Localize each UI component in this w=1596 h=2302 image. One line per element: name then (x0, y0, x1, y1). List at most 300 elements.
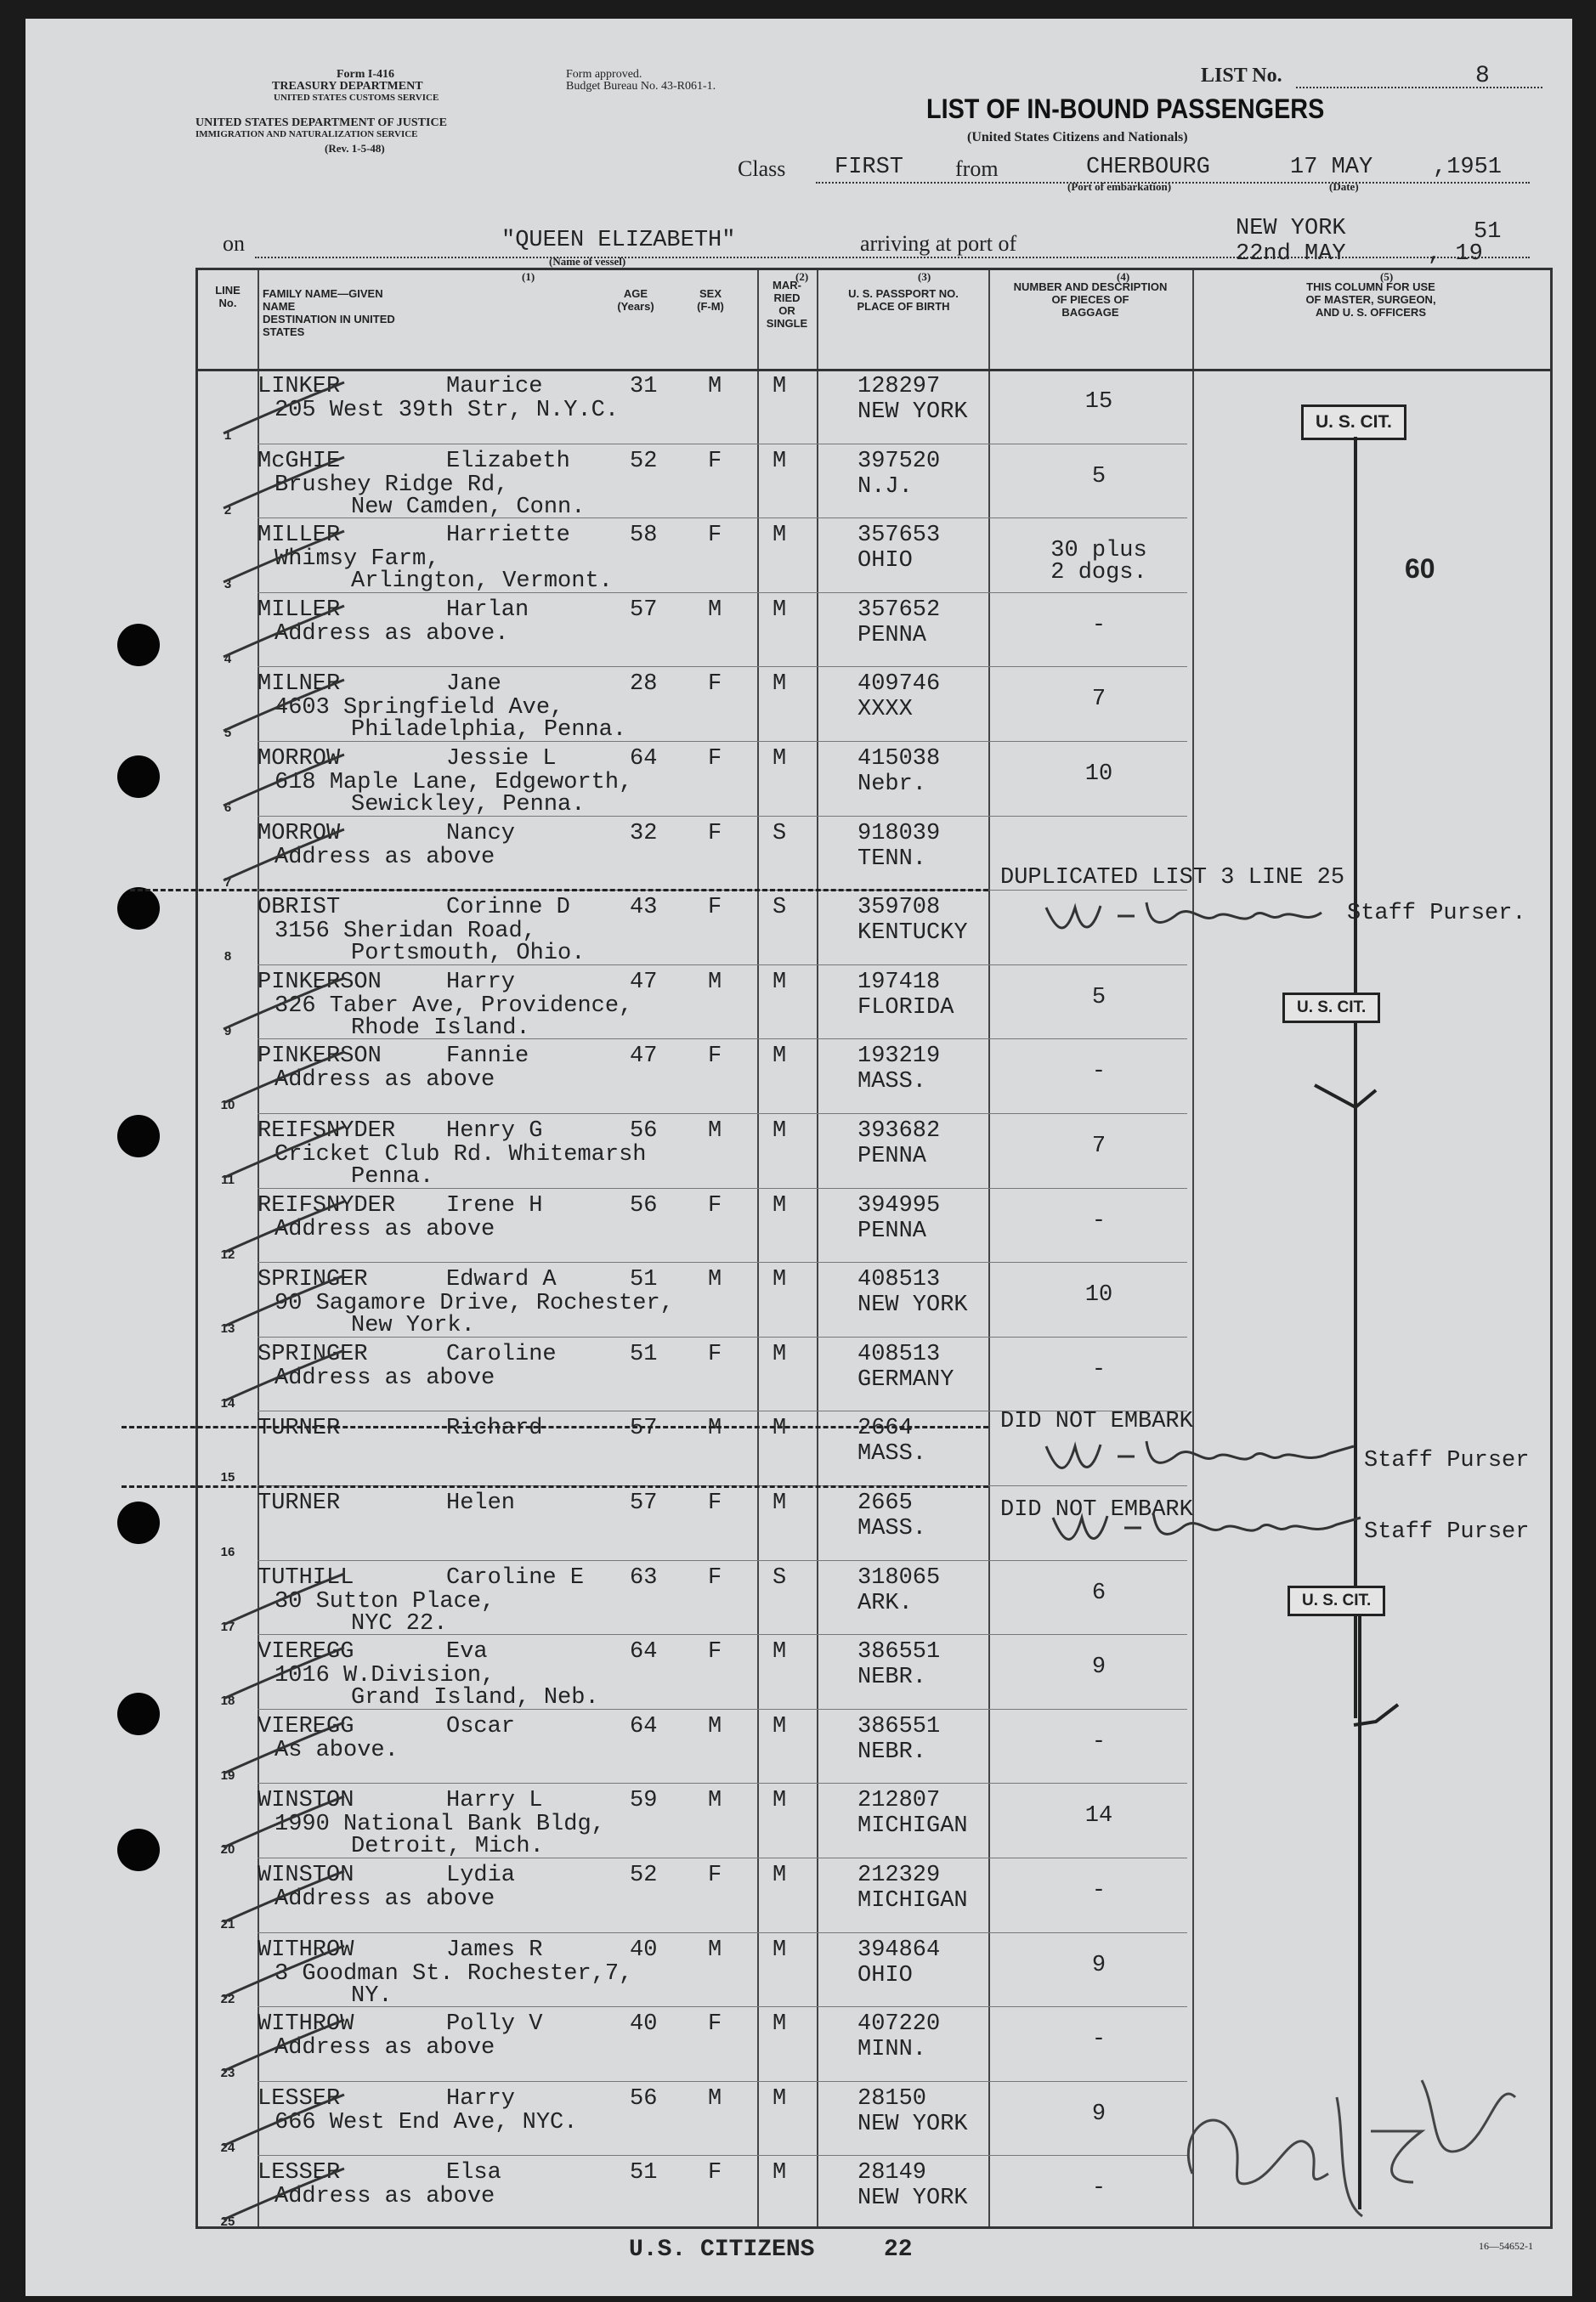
baggage: - (1091, 1059, 1106, 1085)
family-name: MILLER (258, 597, 341, 623)
check-tick-mark (220, 1791, 348, 1851)
place-of-birth: NEW YORK (857, 1292, 968, 1319)
immigration-service: IMMIGRATION AND NATURALIZATION SERVICE (195, 129, 418, 139)
baggage: - (1091, 1878, 1106, 1903)
age: 52 (630, 1863, 658, 1888)
passport-number: 357652 (857, 597, 941, 623)
given-name: Fannie (446, 1044, 529, 1070)
given-name: Jane (446, 671, 501, 698)
baggage-note: 2 dogs. (1050, 560, 1147, 586)
sex: F (708, 1044, 722, 1070)
check-tick-mark (220, 1717, 348, 1777)
place-of-birth: MINN. (857, 2037, 927, 2063)
address-line-1: Address as above (274, 1886, 495, 1912)
check-tick-mark (220, 1196, 348, 1256)
passport-number: 407220 (857, 2011, 941, 2038)
marital-status: M (773, 1118, 787, 1144)
arrival-year-prefix: , 19 (1428, 241, 1483, 267)
on-label: on (223, 231, 245, 256)
address-line-1: Brushey Ridge Rd, (274, 472, 509, 498)
given-name: Caroline (446, 1341, 557, 1367)
marital-status: M (773, 1639, 787, 1666)
given-name: Jessie L (446, 746, 557, 772)
address-line-2: Portsmouth, Ohio. (351, 941, 586, 967)
passport-number: 2664 (857, 1416, 913, 1442)
given-name: Irene H (446, 1192, 543, 1219)
marital-status: M (773, 1788, 787, 1814)
family-name: WITHROW (258, 1937, 354, 1963)
arrival-date: 22nd MAY (1236, 241, 1346, 267)
form-approved: Form approved. (566, 68, 642, 81)
baggage: - (1091, 2027, 1106, 2053)
passport-number: 28150 (857, 2085, 927, 2112)
marital-status: S (773, 895, 787, 921)
given-name: James R (446, 1937, 543, 1963)
family-name: MORROW (258, 746, 341, 772)
list-number-label: LIST No. (1201, 65, 1282, 87)
address-line-2: Arlington, Vermont. (351, 568, 613, 595)
age: 57 (630, 1490, 658, 1516)
passport-number: 394864 (857, 1937, 941, 1963)
address-line-1: Address as above (274, 1067, 495, 1094)
passport-number: 386551 (857, 1713, 941, 1739)
given-name: Lydia (446, 1863, 516, 1888)
baggage: 10 (1084, 761, 1113, 787)
age: 51 (630, 1341, 658, 1367)
age: 57 (630, 597, 658, 623)
list-title: LIST OF IN-BOUND PASSENGERS (926, 93, 1325, 124)
us-citizens-count: 22 (884, 2237, 913, 2263)
baggage: 30 plus (1050, 538, 1147, 564)
marital-status: M (773, 597, 787, 623)
line-number: 22 (220, 1991, 235, 2006)
place-of-birth: MICHIGAN (857, 1888, 968, 1914)
given-name: Helen (446, 1490, 516, 1516)
place-of-birth: MASS. (857, 1069, 927, 1095)
date-note: (Date) (1329, 180, 1359, 193)
marital-status: M (773, 374, 787, 399)
sex: F (708, 746, 722, 772)
punch-hole (117, 1502, 160, 1544)
age: 28 (630, 671, 658, 698)
family-name: MILNER (258, 671, 341, 698)
embarkation-port-note: (Port of embarkation) (1067, 180, 1172, 193)
age: 58 (630, 523, 658, 549)
class-underline (816, 182, 1530, 184)
line-number: 16 (220, 1545, 235, 1559)
print-code: 16—54652-1 (1479, 2240, 1533, 2252)
address-line-2: Detroit, Mich. (351, 1834, 544, 1860)
address-line-1: Address as above. (274, 620, 509, 647)
baggage: - (1091, 612, 1106, 638)
family-name: REIFSNYDER (258, 1192, 396, 1219)
sex: M (708, 1713, 722, 1739)
address-line-1: Address as above (274, 844, 495, 870)
did-not-embark-note: DID NOT EMBARK (1000, 1409, 1193, 1434)
line-number: 20 (220, 1842, 235, 1858)
passport-number: 28149 (857, 2160, 927, 2186)
check-tick-mark (220, 1643, 348, 1702)
baggage: - (1091, 1728, 1106, 1755)
given-name: Caroline E (446, 1564, 585, 1591)
bracket-hook-1 (1311, 1082, 1379, 1116)
line-number: 17 (220, 1619, 235, 1634)
sex: F (708, 523, 722, 549)
address-line-2: Sewickley, Penna. (351, 792, 586, 817)
address-line-2: Philadelphia, Penna. (351, 717, 627, 744)
baggage: 10 (1084, 1282, 1113, 1309)
family-name: LINKER (258, 374, 341, 399)
arrival-port: NEW YORK (1236, 216, 1346, 241)
marital-status: M (773, 1044, 787, 1070)
family-name: SPRINGER (258, 1341, 368, 1367)
family-name: VIEREGG (258, 1639, 354, 1666)
sex: M (708, 1118, 722, 1144)
address-line-1: 3156 Sheridan Road, (274, 919, 536, 945)
address-line-2: Penna. (351, 1164, 434, 1190)
us-citizen-stamp: U. S. CIT. (1282, 993, 1380, 1023)
table-row (198, 1338, 1549, 1413)
check-tick-mark (220, 2163, 348, 2223)
age: 64 (630, 1639, 658, 1666)
table-row (198, 445, 1549, 520)
passport-number: 408513 (857, 1267, 941, 1293)
address-line-2: Rhode Island. (351, 1015, 530, 1041)
place-of-birth: TENN. (857, 846, 927, 872)
line-number: 11 (221, 1173, 235, 1187)
staff-purser-label: Staff Purser. (1347, 901, 1526, 926)
age: 51 (630, 2160, 658, 2186)
age: 47 (630, 969, 658, 995)
line-number: 23 (220, 2066, 235, 2081)
sex: M (708, 2085, 722, 2112)
check-tick-mark (220, 1122, 348, 1181)
list-number-underline (1296, 87, 1542, 88)
table-row (198, 1190, 1549, 1264)
sex: F (708, 671, 722, 698)
passport-number: 2665 (857, 1490, 913, 1516)
address-line-2: New Camden, Conn. (351, 494, 586, 520)
age: 40 (630, 2011, 658, 2038)
given-name: Harry (446, 2085, 516, 2112)
line-number: 21 (220, 1917, 235, 1932)
place-of-birth: OHIO (857, 548, 913, 574)
marital-status: M (773, 2160, 787, 2186)
given-name: Oscar (446, 1713, 516, 1739)
sex: F (708, 2160, 722, 2186)
family-name: MORROW (258, 820, 341, 846)
did-not-embark-note: DID NOT EMBARK (1000, 1497, 1193, 1523)
family-name: VIEREGG (258, 1713, 354, 1739)
address-line-1: 90 Sagamore Drive, Rochester, (274, 1291, 674, 1317)
header-married: MAR- RIED OR SINGLE (766, 279, 808, 330)
marital-status: M (773, 2085, 787, 2112)
staff-purser-label: Staff Purser (1364, 1519, 1530, 1545)
family-name: LESSER (258, 2160, 341, 2186)
place-of-birth: NEBR. (857, 1665, 927, 1691)
age: 56 (630, 1118, 658, 1144)
age: 47 (630, 1044, 658, 1070)
family-name: SPRINGER (258, 1267, 368, 1293)
header-line-no: LINE No. (215, 284, 241, 309)
place-of-birth: NEW YORK (857, 399, 968, 425)
marital-status: M (773, 1863, 787, 1888)
class-value: FIRST (835, 155, 904, 180)
column-marker: (3) (918, 270, 931, 283)
header-baggage: NUMBER AND DESCRIPTION OF PIECES OF BAGGAGE (1013, 280, 1168, 319)
baggage: 9 (1091, 1952, 1106, 1978)
place-of-birth: PENNA (857, 622, 927, 648)
baggage: 7 (1091, 1134, 1106, 1159)
passport-number: 212807 (857, 1788, 941, 1814)
table-row (198, 1859, 1549, 1934)
place-of-birth: Nebr. (857, 772, 927, 797)
check-tick-mark (220, 1866, 348, 1926)
address-line-1: 1016 W.Division, (274, 1663, 495, 1689)
table-row (198, 1115, 1549, 1190)
table-row (198, 1934, 1549, 2009)
sex: F (708, 1863, 722, 1888)
address-line-2: New York. (351, 1313, 475, 1339)
sex: F (708, 895, 722, 921)
sex: M (708, 1788, 722, 1814)
us-citizen-stamp: U. S. CIT. (1288, 1586, 1385, 1616)
baggage: 15 (1084, 389, 1113, 415)
table-row (198, 1264, 1549, 1338)
check-tick-mark (220, 377, 348, 437)
column-marker: (1) (522, 270, 535, 283)
check-tick-mark (220, 2090, 348, 2149)
family-name: WINSTON (258, 1788, 354, 1814)
family-name: McGHIE (258, 448, 341, 474)
punch-hole (117, 887, 160, 930)
family-name: PINKERSON (258, 1044, 382, 1070)
on-underline (255, 257, 1530, 258)
punch-hole (117, 1829, 160, 1871)
place-of-birth: FLORIDA (857, 994, 954, 1021)
address-line-1: Address as above (274, 1365, 495, 1391)
marital-status: M (773, 1416, 787, 1442)
baggage: 9 (1091, 2101, 1106, 2127)
line-number: 10 (220, 1098, 235, 1113)
sex: F (708, 1341, 722, 1367)
age: 32 (630, 820, 658, 846)
table-row (198, 817, 1549, 892)
line-number: 13 (220, 1321, 235, 1337)
address-line-1: Address as above (274, 2184, 495, 2210)
line-number: 9 (224, 1023, 232, 1038)
marital-status: M (773, 1192, 787, 1219)
family-name: PINKERSON (258, 969, 382, 995)
us-citizens-label: U.S. CITIZENS (629, 2237, 815, 2263)
address-line-1: 618 Maple Lane, Edgeworth, (274, 770, 633, 795)
line-number: 8 (224, 949, 232, 964)
baggage: - (1091, 1356, 1106, 1383)
passport-number: 212329 (857, 1863, 941, 1888)
department-of-justice: UNITED STATES DEPARTMENT OF JUSTICE (195, 116, 447, 129)
header-name: FAMILY NAME—GIVEN NAME DESTINATION IN UNITED STATES (263, 287, 395, 338)
passenger-table (195, 268, 1553, 2229)
passport-number: 193219 (857, 1044, 941, 1070)
place-of-birth: MASS. (857, 1516, 927, 1541)
check-tick-mark (220, 749, 348, 809)
line-number: 7 (224, 874, 232, 890)
family-name: LESSER (258, 2085, 341, 2112)
baggage: 5 (1091, 984, 1106, 1010)
line-number: 15 (220, 1470, 235, 1485)
header-officers: THIS COLUMN FOR USE OF MASTER, SURGEON, AND U. S. OFFICERS (1305, 280, 1436, 319)
given-name: Harry (446, 969, 516, 995)
marital-status: M (773, 448, 787, 474)
cancelled-row-strike (122, 1485, 988, 1490)
passport-number: 386551 (857, 1639, 941, 1666)
vessel-name: "QUEEN ELIZABETH" (501, 228, 736, 253)
given-name: Harry L (446, 1788, 543, 1814)
sex: M (708, 1416, 722, 1442)
handwritten-60: 60 (1405, 553, 1435, 584)
sex: F (708, 1639, 722, 1666)
column-marker: (5) (1380, 270, 1394, 283)
sex: M (708, 597, 722, 623)
purser-signature (1041, 1431, 1364, 1482)
column-marker: (2) (795, 270, 809, 283)
place-of-birth: XXXX (857, 697, 913, 723)
line-number: 24 (220, 2140, 235, 2155)
place-of-birth: N.J. (857, 473, 913, 500)
marital-status: M (773, 746, 787, 772)
marital-status: M (773, 969, 787, 995)
punch-hole (117, 755, 160, 798)
age: 56 (630, 1192, 658, 1219)
embarkation-port: CHERBOURG (1086, 155, 1210, 180)
place-of-birth: OHIO (857, 1962, 913, 1988)
check-tick-mark (220, 452, 348, 512)
line-number: 2 (224, 502, 232, 518)
given-name: Maurice (446, 374, 543, 399)
us-citizen-stamp: U. S. CIT. (1301, 404, 1406, 440)
age: 43 (630, 895, 658, 921)
given-name: Henry G (446, 1118, 543, 1144)
address-line-1: 326 Taber Ave, Providence, (274, 993, 633, 1019)
address-line-1: Cricket Club Rd. Whitemarsh (274, 1142, 647, 1168)
age: 64 (630, 746, 658, 772)
passport-number: 397520 (857, 448, 941, 474)
address-line-1: Whimsy Farm, (274, 546, 440, 573)
age: 59 (630, 1788, 658, 1814)
line-number: 19 (220, 1768, 235, 1783)
family-name: TURNER (258, 1490, 341, 1516)
sex: F (708, 1490, 722, 1516)
address-line-1: 1990 National Bank Bldg, (274, 1812, 605, 1838)
address-line-1: 205 West 39th Str, N.Y.C. (274, 398, 620, 423)
passport-number: 393682 (857, 1118, 941, 1144)
customs-service: UNITED STATES CUSTOMS SERVICE (274, 93, 439, 103)
age: 64 (630, 1713, 658, 1739)
address-line-2: Grand Island, Neb. (351, 1685, 599, 1711)
age: 57 (630, 1416, 658, 1442)
table-row (198, 668, 1549, 743)
passport-number: 415038 (857, 746, 941, 772)
budget-bureau: Budget Bureau No. 43-R061-1. (566, 80, 716, 93)
header-age: AGE (Years) (617, 287, 654, 313)
check-tick-mark (220, 601, 348, 660)
given-name: Elsa (446, 2160, 501, 2186)
check-tick-mark (220, 824, 348, 884)
marital-status: M (773, 1937, 787, 1963)
table-row (198, 519, 1549, 594)
sex: M (708, 969, 722, 995)
header-sex: SEX (F-M) (697, 287, 724, 313)
sex: F (708, 820, 722, 846)
age: 51 (630, 1267, 658, 1293)
passport-number: 197418 (857, 969, 941, 995)
check-tick-mark (220, 1941, 348, 2000)
marital-status: S (773, 1564, 787, 1591)
sex: M (708, 374, 722, 399)
check-tick-mark (220, 1569, 348, 1628)
vessel-name-note: (Name of vessel) (549, 255, 626, 268)
baggage: - (1091, 2175, 1106, 2202)
place-of-birth: ARK. (857, 1590, 913, 1616)
place-of-birth: PENNA (857, 1144, 927, 1169)
table-row (198, 1711, 1549, 1785)
passport-number: 408513 (857, 1341, 941, 1367)
column-marker: (4) (1117, 270, 1130, 283)
place-of-birth: MICHIGAN (857, 1813, 968, 1840)
line-number: 6 (224, 800, 232, 815)
punch-hole (117, 1693, 160, 1735)
inspector-signature (1167, 2046, 1524, 2225)
form-number: Form I-416 (337, 68, 395, 81)
header-passport: U. S. PASSPORT NO. PLACE OF BIRTH (848, 287, 959, 313)
line-number: 12 (220, 1247, 235, 1262)
sex: F (708, 2011, 722, 2038)
list-number-value: 8 (1475, 63, 1490, 89)
cancelled-row-strike (130, 889, 988, 893)
check-tick-mark (220, 973, 348, 1032)
address-line-1: 666 West End Ave, NYC. (274, 2109, 578, 2135)
passport-number: 318065 (857, 1564, 941, 1591)
age: 31 (630, 374, 658, 399)
from-label: from (955, 156, 999, 181)
address-line-1: Address as above (274, 2035, 495, 2062)
passport-number: 357653 (857, 523, 941, 549)
baggage: 14 (1084, 1803, 1113, 1830)
place-of-birth: PENNA (857, 1218, 927, 1244)
address-line-1: Address as above (274, 1216, 495, 1242)
check-tick-mark (220, 526, 348, 585)
given-name: Nancy (446, 820, 516, 846)
cancelled-row-strike (122, 1426, 988, 1430)
line-number: 25 (220, 2214, 235, 2230)
age: 56 (630, 2085, 658, 2112)
address-line-1: 3 Goodman St. Rochester,7, (274, 1960, 633, 1987)
class-label: Class (738, 156, 786, 181)
family-name: TURNER (258, 1416, 341, 1442)
marital-status: M (773, 2011, 787, 2038)
duplicated-note: DUPLICATED LIST 3 LINE 25 (1000, 865, 1345, 891)
line-number: 5 (224, 726, 232, 741)
place-of-birth: NEW YORK (857, 2186, 968, 2212)
place-of-birth: MASS. (857, 1441, 927, 1468)
passport-number: 918039 (857, 820, 941, 846)
marital-status: M (773, 1341, 787, 1367)
family-name: TUTHILL (258, 1564, 354, 1591)
family-name: REIFSNYDER (258, 1118, 396, 1144)
given-name: Harlan (446, 597, 529, 623)
marital-status: M (773, 671, 787, 698)
line-number: 18 (220, 1694, 235, 1709)
